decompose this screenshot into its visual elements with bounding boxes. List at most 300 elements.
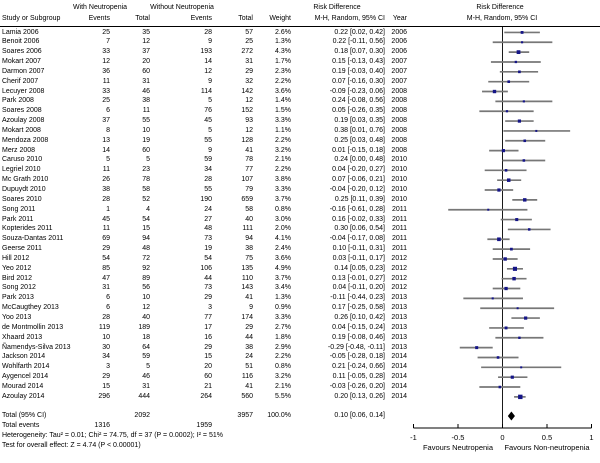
weight: 1.3%	[275, 38, 291, 46]
total-with: 19	[142, 136, 150, 144]
events-with: 29	[102, 373, 110, 381]
study-name: Mokart 2008	[2, 126, 41, 134]
effect-marker	[511, 376, 514, 379]
weight: 1.1%	[275, 126, 291, 134]
events-without: 76	[204, 107, 212, 115]
effect-marker	[528, 228, 531, 231]
events-with: 28	[102, 195, 110, 203]
events-without: 73	[204, 235, 212, 243]
favours-right-label: Favours Non-neutropenia	[504, 443, 590, 452]
weight: 3.6%	[275, 87, 291, 95]
total-with: 31	[142, 382, 150, 390]
events-without: 5	[208, 97, 212, 105]
weight: 2.2%	[275, 77, 291, 85]
effect-marker	[475, 346, 478, 349]
study-row	[2, 205, 407, 215]
events-without: 21	[204, 382, 212, 390]
study-name: Soares 2006	[2, 48, 42, 56]
risk-difference-ci: 0.04 [-0.20, 0.27]	[332, 166, 385, 174]
effect-marker	[524, 316, 527, 319]
study-name: Mourad 2014	[2, 382, 44, 390]
risk-difference-ci: 0.24 [0.00, 0.48]	[334, 156, 385, 164]
weight: 4.1%	[275, 235, 291, 243]
effect-marker	[513, 267, 517, 271]
total-with-header: Total	[135, 15, 150, 22]
total-without: 44	[245, 333, 253, 341]
weight: 2.2%	[275, 353, 291, 361]
risk-difference-ci: 0.04 [-0.11, 0.20]	[332, 284, 385, 292]
total-without: 128	[241, 136, 253, 144]
study-row	[2, 392, 407, 402]
total-with: 4	[146, 205, 150, 213]
total-without: 12	[245, 97, 253, 105]
effect-marker	[499, 386, 502, 389]
study-name: Soares 2010	[2, 195, 42, 203]
year: 2012	[391, 274, 407, 282]
study-name: Mokart 2007	[2, 58, 41, 66]
year: 2011	[391, 245, 407, 253]
total-with: 15	[142, 225, 150, 233]
total-without: 272	[241, 48, 253, 56]
risk-difference-ci: 0.19 [-0.03, 0.40]	[332, 67, 385, 75]
effect-marker	[518, 119, 521, 122]
total-without: 659	[241, 195, 253, 203]
events-with: 25	[102, 28, 110, 36]
effect-marker	[487, 209, 489, 211]
total-with: 92	[142, 264, 150, 272]
events-with: 30	[102, 343, 110, 351]
weight: 2.2%	[275, 136, 291, 144]
year: 2013	[391, 304, 407, 312]
total-weight: 100.0%	[267, 412, 291, 419]
risk-difference-ci: 0.17 [-0.25, 0.58]	[332, 304, 385, 312]
total-with: 89	[142, 274, 150, 282]
risk-difference-ci: 0.21 [-0.24, 0.66]	[332, 363, 385, 371]
year: 2008	[391, 146, 407, 154]
study-name: Benoit 2006	[2, 38, 40, 46]
events-without-header: Events	[190, 15, 212, 22]
risk-difference-ci: 0.19 [0.03, 0.35]	[334, 117, 385, 125]
study-name: McCaugthey 2013	[2, 304, 59, 312]
weight: 5.5%	[275, 392, 291, 400]
events-without: 29	[204, 294, 212, 302]
study-row	[2, 244, 407, 254]
risk-difference-ci: 0.25 [0.11, 0.39]	[334, 195, 385, 203]
risk-difference-ci: 0.26 [0.10, 0.42]	[334, 313, 385, 321]
overall-effect-note: Test for overall effect: Z = 4.74 (P < 0.00001)	[2, 442, 141, 449]
year: 2011	[391, 225, 407, 233]
year: 2014	[391, 382, 407, 390]
events-with: 14	[102, 146, 110, 154]
events-with-header: Events	[88, 15, 110, 22]
study-name: Park 2013	[2, 294, 34, 302]
year: 2011	[391, 235, 407, 243]
events-with: 5	[106, 156, 110, 164]
group1-header: With Neutropenia	[72, 4, 128, 11]
events-with: 36	[102, 67, 110, 75]
risk-difference-ci: 0.13 [-0.01, 0.27]	[332, 274, 385, 282]
total-without: 41	[245, 294, 253, 302]
year: 2007	[391, 77, 407, 85]
study-row	[2, 106, 407, 116]
events-with: 119	[98, 323, 110, 331]
weight: 0.8%	[275, 363, 291, 371]
risk-difference-ci: 0.05 [-0.26, 0.35]	[332, 107, 385, 115]
events-without: 29	[204, 343, 212, 351]
total-with: 20	[142, 58, 150, 66]
events-without: 59	[204, 156, 212, 164]
weight: 3.3%	[275, 313, 291, 321]
effect-marker	[506, 110, 508, 112]
events-without: 60	[204, 373, 212, 381]
events-with: 10	[102, 333, 110, 341]
total-without: 24	[245, 353, 253, 361]
heterogeneity-note: Heterogeneity: Tau² = 0.01; Chi² = 74.75, df = 37 (P = 0.0002); I² = 51%	[2, 432, 223, 439]
risk-difference-ci: 0.24 [-0.08, 0.56]	[332, 97, 385, 105]
total-without: 110	[241, 274, 253, 282]
effect-marker	[515, 61, 517, 63]
events-with: 25	[102, 97, 110, 105]
effect-marker	[507, 80, 510, 83]
axis-tick-label: -1	[410, 433, 417, 442]
weight: 2.4%	[275, 245, 291, 253]
risk-difference-ci: 0.22 [0.02, 0.42]	[334, 28, 385, 36]
study-name: Park 2011	[2, 215, 34, 223]
study-rows	[2, 28, 407, 402]
weight: 4.9%	[275, 264, 291, 272]
year: 2007	[391, 67, 407, 75]
weight: 3.7%	[275, 274, 291, 282]
weight: 4.3%	[275, 48, 291, 56]
total-without: 38	[245, 343, 253, 351]
risk-difference-ci: -0.29 [-0.48, -0.11]	[327, 343, 385, 351]
study-row	[2, 343, 407, 353]
axis-tick-label: 0.5	[541, 433, 553, 442]
events-without: 5	[208, 126, 212, 134]
totals-block	[2, 411, 422, 451]
weight: 0.8%	[275, 205, 291, 213]
risk-difference-ci: 0.10 [-0.11, 0.31]	[332, 245, 385, 253]
weight: 3.2%	[275, 146, 291, 154]
year: 2006	[391, 48, 407, 56]
total-without: 40	[245, 215, 253, 223]
study-name: Darmon 2007	[2, 67, 45, 75]
study-name: Lecuyer 2008	[2, 87, 45, 95]
weight: 3.2%	[275, 373, 291, 381]
year: 2011	[391, 205, 407, 213]
study-name: Kopterides 2011	[2, 225, 53, 233]
year: 2012	[391, 254, 407, 262]
total-with: 46	[142, 87, 150, 95]
events-with: 3	[106, 363, 110, 371]
weight: 2.6%	[275, 28, 291, 36]
total-without: 12	[245, 126, 253, 134]
year: 2013	[391, 294, 407, 302]
weight: 3.0%	[275, 215, 291, 223]
total-with: 12	[142, 38, 150, 46]
total-with: 60	[142, 146, 150, 154]
total-with: 46	[142, 373, 150, 381]
effect-marker	[493, 90, 496, 93]
weight: 2.0%	[275, 225, 291, 233]
events-without: 9	[208, 77, 212, 85]
risk-difference-ci: -0.16 [-0.61, 0.28]	[329, 205, 385, 213]
events-with: 8	[106, 126, 110, 134]
year: 2008	[391, 136, 407, 144]
axis-tick-label: 1	[589, 433, 594, 442]
total-without: 116	[241, 373, 253, 381]
effect-marker	[523, 198, 526, 201]
events-with: 28	[102, 313, 110, 321]
risk-difference-ci: 0.07 [-0.16, 0.30]	[332, 77, 385, 85]
events-without: 19	[204, 245, 212, 253]
total-with: 58	[142, 186, 150, 193]
total-with: 2092	[134, 412, 150, 419]
risk-difference-ci: 0.19 [-0.08, 0.46]	[332, 333, 385, 341]
total-with: 59	[142, 353, 150, 361]
weight: 1.5%	[275, 107, 291, 115]
year: 2011	[391, 215, 407, 223]
study-name: Soares 2008	[2, 107, 42, 115]
study-row	[2, 372, 407, 382]
total-without: 75	[245, 254, 253, 262]
risk-difference-ci: -0.04 [-0.17, 0.08]	[329, 235, 385, 243]
events-without: 28	[204, 176, 212, 184]
study-row	[2, 333, 407, 343]
study-row	[2, 28, 407, 38]
events-without: 54	[204, 254, 212, 262]
events-without: 24	[204, 205, 212, 213]
total-with: 54	[142, 215, 150, 223]
events-without: 55	[204, 186, 212, 193]
risk-difference-ci: 0.25 [0.03, 0.48]	[334, 136, 385, 144]
total-without: 57	[245, 28, 253, 36]
effect-marker	[497, 188, 500, 191]
total-without: 111	[242, 225, 253, 233]
total-row	[2, 411, 407, 421]
study-column-header: Study or Subgroup	[2, 15, 61, 22]
total-with: 40	[142, 313, 150, 321]
study-row	[2, 185, 407, 195]
events-with: 1	[106, 205, 110, 213]
header-divider	[0, 26, 600, 27]
events-with: 37	[102, 117, 110, 125]
events-with: 15	[102, 382, 110, 390]
year: 2010	[391, 176, 407, 184]
year: 2014	[391, 363, 407, 371]
effect-marker	[510, 248, 513, 251]
effect-marker	[518, 337, 520, 339]
effect-marker	[507, 178, 510, 181]
year: 2006	[391, 28, 407, 36]
total-without: 32	[245, 77, 253, 85]
events-without: 264	[200, 392, 212, 400]
total-without: 94	[245, 235, 253, 243]
total-without: 29	[245, 323, 253, 331]
events-without: 28	[204, 28, 212, 36]
risk-difference-ci: 0.18 [0.07, 0.30]	[334, 48, 385, 56]
effect-marker	[515, 218, 518, 221]
effect-marker	[492, 297, 494, 299]
total-without: 9	[249, 304, 253, 312]
effect-marker	[505, 169, 508, 172]
weight: 1.3%	[275, 294, 291, 302]
events-without: 17	[204, 323, 212, 331]
events-with: 6	[106, 304, 110, 312]
year: 2008	[391, 107, 407, 115]
total-without: 77	[245, 166, 253, 174]
study-row	[2, 87, 407, 97]
study-row	[2, 293, 407, 303]
study-name: Azoulay 2014	[2, 392, 45, 400]
study-row	[2, 382, 407, 392]
events-with: 11	[102, 166, 110, 174]
study-name: Yoo 2013	[2, 313, 32, 321]
events-without: 106	[200, 264, 212, 272]
total-events-label: Total events	[2, 422, 40, 429]
events-with: 54	[102, 254, 110, 262]
weight-column-header: Weight	[269, 15, 291, 22]
plot-subtitle: M-H, Random, 95% CI	[466, 15, 538, 22]
study-name: Song 2012	[2, 284, 36, 292]
study-name: Legriel 2010	[2, 166, 41, 174]
total-without: 79	[245, 186, 253, 193]
study-row	[2, 126, 407, 136]
total-without: 143	[241, 284, 253, 292]
events-with: 33	[102, 48, 110, 56]
total-without: 560	[241, 392, 253, 400]
events-with: 47	[102, 274, 110, 282]
year: 2008	[391, 97, 407, 105]
events-with: 33	[102, 87, 110, 95]
events-with: 12	[102, 58, 110, 66]
total-with: 94	[142, 235, 150, 243]
study-row	[2, 146, 407, 156]
column-headers	[2, 14, 407, 24]
study-name: Wohlfarth 2014	[2, 363, 50, 371]
study-name: Mc Grath 2010	[2, 176, 49, 184]
year: 2008	[391, 126, 407, 134]
study-row	[2, 274, 407, 284]
total-with: 189	[138, 323, 150, 331]
total-with: 11	[142, 107, 150, 115]
effect-marker	[521, 41, 523, 43]
events-without: 190	[200, 195, 212, 203]
study-name: Ñamendys-Silva 2013	[2, 343, 71, 351]
events-without: 193	[200, 48, 212, 56]
events-with: 11	[102, 77, 110, 85]
group2-header: Without Neutropenia	[150, 4, 214, 11]
study-name: Bird 2012	[2, 274, 32, 282]
study-name: Yeo 2012	[2, 264, 32, 272]
events-with: 6	[106, 294, 110, 302]
events-with: 85	[102, 264, 110, 272]
total-with: 31	[142, 77, 150, 85]
effect-marker	[517, 307, 519, 309]
favours-left-label: Favours Neutropenia	[422, 443, 494, 452]
effect-marker	[505, 326, 508, 329]
risk-difference-ci: 0.04 [-0.15, 0.24]	[332, 323, 385, 331]
total-with: 60	[142, 67, 150, 75]
weight: 3.4%	[275, 284, 291, 292]
axis-tick-label: -0.5	[451, 433, 465, 442]
total-without: 152	[241, 107, 253, 115]
year: 2013	[391, 333, 407, 341]
study-row	[2, 136, 407, 146]
study-row	[2, 57, 407, 67]
events-with: 13	[102, 136, 110, 144]
risk-difference-ci: 0.20 [0.13, 0.26]	[334, 392, 385, 400]
risk-difference-ci: 0.07 [-0.06, 0.21]	[332, 176, 385, 184]
weight: 3.3%	[275, 186, 291, 193]
study-name: Caruso 2010	[2, 156, 43, 164]
events-with: 26	[102, 176, 110, 184]
events-with: 34	[102, 353, 110, 361]
risk-difference-ci: 0.30 [0.06, 0.54]	[334, 225, 385, 233]
study-name: Mendoza 2008	[2, 136, 49, 144]
risk-difference-ci: 0.01 [-0.15, 0.18]	[332, 146, 385, 154]
study-row	[2, 362, 407, 372]
weight: 2.9%	[275, 343, 291, 351]
events-without: 9	[208, 146, 212, 154]
rd-ci-column-header: M-H, Random, 95% CI	[314, 15, 385, 22]
events-without: 14	[204, 58, 212, 66]
events-without: 44	[204, 274, 212, 282]
total-with: 78	[142, 176, 150, 184]
year: 2013	[391, 343, 407, 351]
axis-tick-label: 0	[500, 433, 505, 442]
total-without: 41	[245, 146, 253, 154]
risk-difference-ci: 0.16 [-0.02, 0.33]	[332, 215, 385, 223]
total-with: 35	[142, 28, 150, 36]
year: 2014	[391, 373, 407, 381]
study-name: Geerse 2011	[2, 245, 42, 253]
events-without: 16	[204, 333, 212, 341]
total-without: 29	[245, 67, 253, 75]
plot-title: Risk Difference	[476, 4, 524, 11]
effect-marker	[502, 149, 505, 152]
study-row	[2, 77, 407, 87]
study-row	[2, 37, 407, 47]
total-with: 52	[142, 195, 150, 203]
total-with: 55	[142, 117, 150, 125]
study-name: Merz 2008	[2, 146, 36, 154]
study-row	[2, 155, 407, 165]
events-with: 7	[106, 38, 110, 46]
effect-marker	[518, 70, 521, 73]
total-diamond	[508, 412, 515, 421]
study-row	[2, 67, 407, 77]
weight: 3.3%	[275, 117, 291, 125]
events-with: 31	[102, 284, 110, 292]
events-without: 48	[204, 225, 212, 233]
total-without: 41	[245, 382, 253, 390]
weight: 2.3%	[275, 67, 291, 75]
study-row	[2, 303, 407, 313]
risk-difference-ci: 0.22 [-0.11, 0.56]	[332, 38, 385, 46]
study-row	[2, 195, 407, 205]
risk-difference-ci: 0.14 [0.05, 0.23]	[334, 264, 385, 272]
events-with: 69	[102, 235, 110, 243]
total-with: 5	[146, 156, 150, 164]
total-without: 25	[245, 38, 253, 46]
study-row	[2, 283, 407, 293]
risk-difference-ci: 0.38 [0.01, 0.76]	[334, 126, 385, 134]
effect-marker	[497, 356, 500, 359]
weight: 2.1%	[275, 382, 291, 390]
study-row	[2, 224, 407, 234]
effect-marker	[518, 395, 522, 399]
